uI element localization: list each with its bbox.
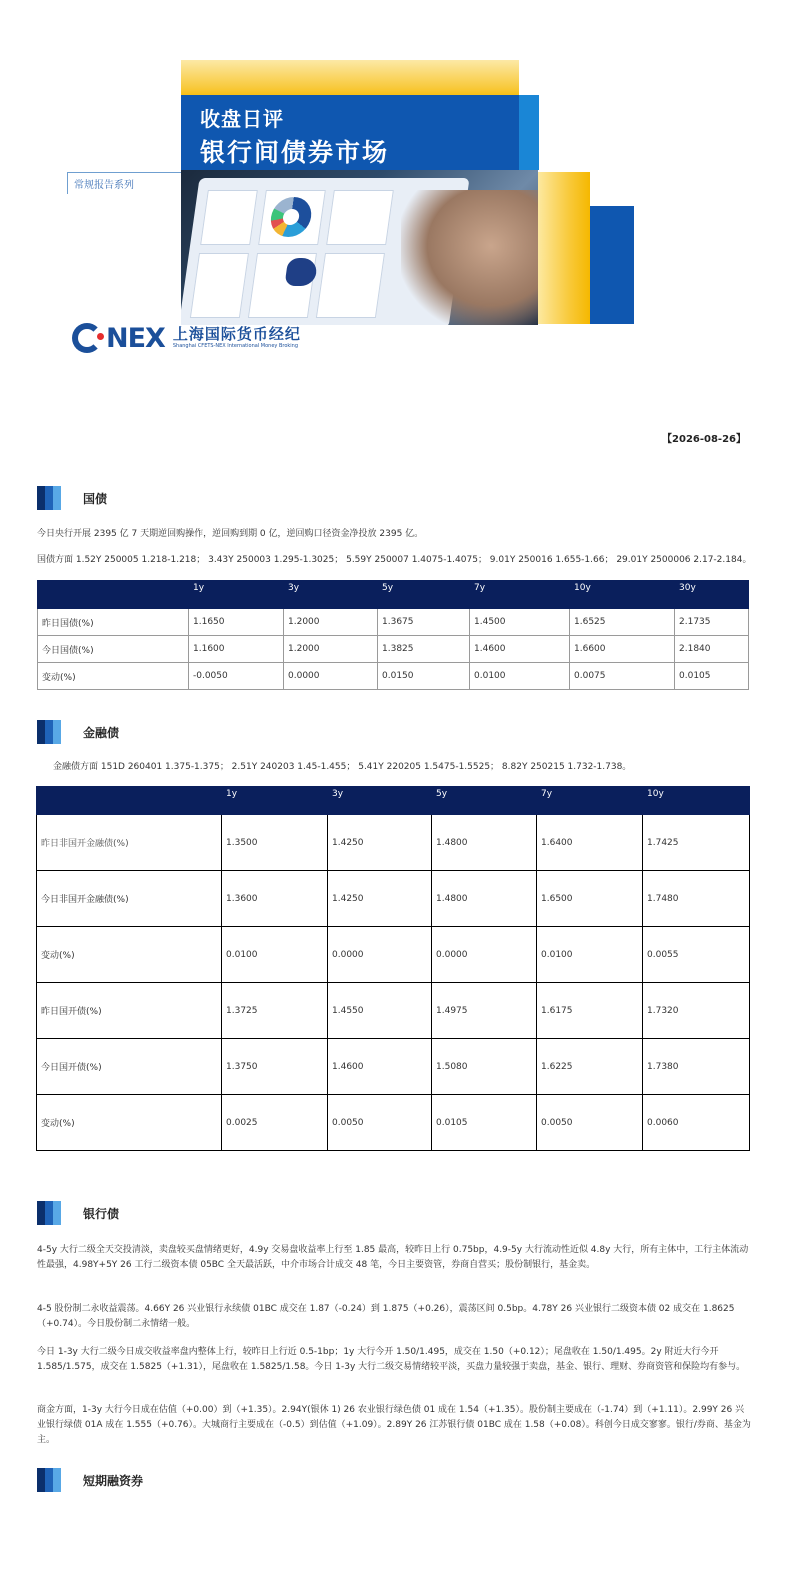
table-cell: 1.4250 xyxy=(328,871,432,927)
table-header-cell: 10y xyxy=(643,787,750,815)
logo-c-icon xyxy=(72,323,102,353)
table-header-cell: 30y xyxy=(675,581,749,609)
tablet-photo xyxy=(181,170,538,325)
table-header-cell: 7y xyxy=(470,581,570,609)
table-cell: 1.3675 xyxy=(378,609,470,636)
table-row xyxy=(37,927,750,983)
series-label: 常规报告系列 xyxy=(74,180,134,191)
table-cell: 1.3825 xyxy=(378,636,470,663)
table-cell: 1.3500 xyxy=(222,815,328,871)
series-divider-vertical xyxy=(67,172,68,194)
banner-edge-accent xyxy=(519,95,539,170)
table-header-row xyxy=(38,581,749,609)
table-cell: 2.1735 xyxy=(675,609,749,636)
table-cell: 今日国债(%) xyxy=(38,636,189,663)
table-header-cell xyxy=(38,581,189,609)
table-cell: 2.1840 xyxy=(675,636,749,663)
company-logo xyxy=(72,320,301,356)
section-heading-cp xyxy=(37,1468,143,1492)
table-header-cell: 10y xyxy=(570,581,675,609)
table-header-row xyxy=(37,787,750,815)
table-cell: -0.0050 xyxy=(189,663,284,690)
table-cell: 今日国开债(%) xyxy=(37,1039,222,1095)
table-cell: 1.4600 xyxy=(328,1039,432,1095)
table-cell: 0.0050 xyxy=(537,1095,643,1151)
table-cell: 1.1600 xyxy=(189,636,284,663)
table-cell: 1.4975 xyxy=(432,983,537,1039)
table-header-cell: 7y xyxy=(537,787,643,815)
table-row xyxy=(38,663,749,690)
table-cell: 0.0025 xyxy=(222,1095,328,1151)
table-header-cell xyxy=(37,787,222,815)
table-cell: 1.3750 xyxy=(222,1039,328,1095)
table-header-cell: 1y xyxy=(189,581,284,609)
financial-yield-table xyxy=(36,786,750,1151)
table-header-cell: 3y xyxy=(284,581,378,609)
report-date: 【2026-08-26】 xyxy=(662,434,746,445)
table-row xyxy=(37,983,750,1039)
table-cell: 0.0100 xyxy=(222,927,328,983)
table-cell: 昨日国债(%) xyxy=(38,609,189,636)
table-cell: 0.0000 xyxy=(328,927,432,983)
report-title: 收盘日评 xyxy=(200,107,284,131)
table-cell: 0.0150 xyxy=(378,663,470,690)
table-cell: 1.4250 xyxy=(328,815,432,871)
table-cell: 1.7380 xyxy=(643,1039,750,1095)
govt-paragraph-1: 今日央行开展 2395 亿 7 天期逆回购操作，逆回购到期 0 亿，逆回购口径资金净投放 2395 亿。 xyxy=(37,529,424,539)
table-cell: 1.4550 xyxy=(328,983,432,1039)
table-cell: 0.0075 xyxy=(570,663,675,690)
table-header-cell: 1y xyxy=(222,787,328,815)
section-title: 短期融资券 xyxy=(83,1473,144,1488)
table-cell: 昨日非国开金融债(%) xyxy=(37,815,222,871)
table-cell: 1.6500 xyxy=(537,871,643,927)
table-cell: 0.0050 xyxy=(328,1095,432,1151)
section-title: 金融债 xyxy=(83,725,120,740)
section-squares-icon xyxy=(37,1468,61,1492)
section-heading-bank xyxy=(37,1201,119,1225)
table-cell: 1.7425 xyxy=(643,815,750,871)
table-cell: 0.0055 xyxy=(643,927,750,983)
table-cell: 0.0000 xyxy=(432,927,537,983)
section-title: 银行债 xyxy=(83,1206,120,1221)
table-cell: 昨日国开债(%) xyxy=(37,983,222,1039)
section-heading-financial xyxy=(37,720,119,744)
table-cell: 1.6600 xyxy=(570,636,675,663)
table-header-cell: 5y xyxy=(378,581,470,609)
table-cell: 1.6225 xyxy=(537,1039,643,1095)
table-cell: 0.0000 xyxy=(284,663,378,690)
table-cell: 0.0100 xyxy=(537,927,643,983)
table-cell: 0.0060 xyxy=(643,1095,750,1151)
financial-paragraph: 金融债方面 151D 260401 1.375-1.375； 2.51Y 240203 1.45-1.455； 5.41Y 220205 1.5475-1.5525； 8.82Y 250215 1.732-1.738。 xyxy=(53,762,632,772)
govt-yield-table xyxy=(37,580,749,690)
table-header-cell: 5y xyxy=(432,787,537,815)
table-row xyxy=(37,871,750,927)
logo-company-cn: 上海国际货币经纪 xyxy=(172,325,301,343)
table-cell: 1.6525 xyxy=(570,609,675,636)
logo-brand: NEX xyxy=(106,322,165,354)
bank-paragraph-3: 今日 1-3y 大行二级今日成交收益率盘内整体上行，较昨日上行近 0.5-1bp；1y 大行今开 1.50/1.495，成交在 1.50（+0.12）；尾盘收在 1.50/1.495。2y 附近大行今开 1.585/1.575，成交在 1.5825（+1.31），尾盘收在 1.5825/1.58。今日 1-3y 大行二级交易情绪较平淡，买盘力量较强于卖盘，基金、银行、理财、券商资管和保险均有参与。 xyxy=(37,1347,746,1372)
table-cell: 1.3725 xyxy=(222,983,328,1039)
hand-image xyxy=(401,190,538,325)
table-cell: 今日非国开金融债(%) xyxy=(37,871,222,927)
table-cell: 1.4600 xyxy=(470,636,570,663)
table-row xyxy=(37,1095,750,1151)
table-cell: 0.0105 xyxy=(432,1095,537,1151)
donut-chart-icon xyxy=(268,197,314,237)
report-subtitle: 银行间债券市场 xyxy=(200,138,390,167)
banner-yellow-strip xyxy=(181,60,519,100)
section-squares-icon xyxy=(37,720,61,744)
table-cell: 变动(%) xyxy=(37,1095,222,1151)
section-squares-icon xyxy=(37,1201,61,1225)
table-cell: 1.4800 xyxy=(432,871,537,927)
table-cell: 变动(%) xyxy=(38,663,189,690)
table-cell: 变动(%) xyxy=(37,927,222,983)
table-cell: 0.0105 xyxy=(675,663,749,690)
table-cell: 1.2000 xyxy=(284,636,378,663)
section-heading-govt xyxy=(37,486,107,510)
series-divider xyxy=(67,172,181,173)
bank-paragraph-1: 4-5y 大行二级全天交投清淡，卖盘较买盘情绪更好，4.9y 交易盘收益率上行至 1.85 最高，较昨日上行 0.75bp，4.9-5y 大行流动性近似 4.8y 大行，所有主体中，工行主体流动性最强，4.98Y+5Y 26 工行二级资本债 05BC 全天最活跃，中介市场合计成交 48 笔，今日主要资管，券商自营买；股份制银行，基金卖。 xyxy=(37,1245,749,1270)
table-row xyxy=(37,815,750,871)
banner-blue-block xyxy=(590,206,634,324)
section-squares-icon xyxy=(37,486,61,510)
table-row xyxy=(38,609,749,636)
table-cell: 1.6175 xyxy=(537,983,643,1039)
table-cell: 1.7320 xyxy=(643,983,750,1039)
banner-yellow-block xyxy=(538,172,590,324)
table-row xyxy=(38,636,749,663)
table-row xyxy=(37,1039,750,1095)
bank-paragraph-4: 商金方面，1-3y 大行今日成在估值（+0.00）到（+1.35）。2.94Y(银休 1) 26 农业银行绿色债 01 成在 1.54（+1.35）。股份制主要成在（-1.74）到（+1.11）。2.99Y 26 兴业银行绿债 01A 成在 1.555（+0.76）。大城商行主要成在（-0.5）到估值（+1.09）。2.89Y 26 江苏银行债 01BC 成在 1.58（+0.08）。科创今日成交寥寥。银行/券商、基金为主。 xyxy=(37,1405,751,1445)
logo-company-en: Shanghai CFETS-NEX International Money Broking xyxy=(172,343,299,349)
table-header-cell: 3y xyxy=(328,787,432,815)
table-cell: 1.4800 xyxy=(432,815,537,871)
table-cell: 1.2000 xyxy=(284,609,378,636)
section-title: 国债 xyxy=(83,491,108,506)
table-cell: 1.6400 xyxy=(537,815,643,871)
table-cell: 1.7480 xyxy=(643,871,750,927)
govt-paragraph-2: 国债方面 1.52Y 250005 1.218-1.218； 3.43Y 250003 1.295-1.3025； 5.59Y 250007 1.4075-1.4075； 9.01Y 250016 1.655-1.66； 29.01Y 2500006 2.17-2.184。 xyxy=(37,555,752,565)
table-cell: 1.3600 xyxy=(222,871,328,927)
table-cell: 1.4500 xyxy=(470,609,570,636)
table-cell: 1.5080 xyxy=(432,1039,537,1095)
table-cell: 0.0100 xyxy=(470,663,570,690)
bank-paragraph-2: 4-5 股份制二永收益震荡。4.66Y 26 兴业银行永续债 01BC 成交在 1.87（-0.24）到 1.875（+0.26），震荡区间 0.5bp。4.78Y 26 兴业银行二级资本债 02 成交在 1.8625（+0.74）。今日股份制二永情绪一般。 xyxy=(37,1304,735,1329)
map-icon xyxy=(284,258,318,286)
table-cell: 1.1650 xyxy=(189,609,284,636)
